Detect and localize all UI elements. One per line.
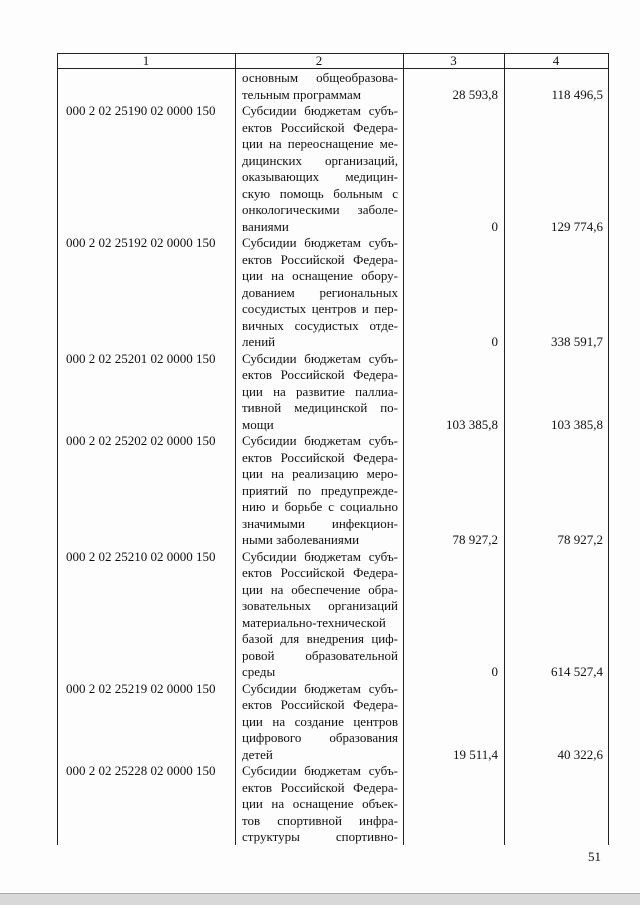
table-border-left <box>57 53 58 845</box>
description-line: тов спортивной инфра- <box>242 812 398 828</box>
description-line: Субсидии бюджетам субъ- <box>242 680 398 696</box>
description-line: ектов Российской Федера- <box>242 119 398 135</box>
description-line: ваниями <box>242 218 289 234</box>
row-value-col4: 129 774,6 <box>551 218 603 234</box>
description-line: Субсидии бюджетам субъ- <box>242 763 398 778</box>
row-value-col3: 19 511,4 <box>452 746 498 762</box>
description-line: онкологическими заболе- <box>242 202 398 217</box>
continuation-value-col4: 118 496,5 <box>551 86 603 102</box>
description-line: детей <box>242 746 273 762</box>
description-line: приятий по предупрежде- <box>242 482 398 498</box>
description-line: значимыми инфекцион- <box>242 515 398 531</box>
description-line: дицинских организаций, <box>242 152 398 168</box>
description-line: оказывающих медицин- <box>242 169 398 184</box>
description-line: структуры спортивно- <box>242 829 398 844</box>
row-description <box>242 235 398 351</box>
description-line: зовательных организаций <box>242 598 398 613</box>
row-code: 000 2 02 25202 02 0000 150 <box>66 433 216 448</box>
description-line: ции на развитие паллиа- <box>242 383 398 399</box>
description-line: ектов Российской Федера- <box>242 565 398 580</box>
row-value-col3: 0 <box>491 334 498 349</box>
scan-top-edge <box>0 0 640 14</box>
description-line: ции на обеспечение обра- <box>242 581 398 597</box>
description-line: ции на переоснащение ме- <box>242 136 398 151</box>
row-description <box>242 433 398 549</box>
column-header-4: 4 <box>552 53 560 68</box>
description-line: Субсидии бюджетам субъ- <box>242 433 398 448</box>
row-value-col4: 78 927,2 <box>557 532 603 547</box>
column-header-1: 1 <box>142 53 150 68</box>
description-line: тивной медицинской по- <box>242 400 398 415</box>
description-line: дованием региональных <box>242 284 398 300</box>
description-line: ции на реализацию меро- <box>242 466 398 481</box>
description-line: ектов Российской Федера- <box>242 367 398 382</box>
table-column-divider <box>403 53 404 845</box>
description-line: нию и борьбе с социально <box>242 499 398 514</box>
description-line: ектов Российской Федера- <box>242 449 398 465</box>
continuation-description <box>242 70 398 103</box>
description-line: Субсидии бюджетам субъ- <box>242 548 398 564</box>
description-line: вичных сосудистых отде- <box>242 317 398 333</box>
description-line: материально-технической <box>242 614 386 630</box>
row-code: 000 2 02 25190 02 0000 150 <box>66 103 216 118</box>
row-description <box>242 763 398 846</box>
row-value-col3: 0 <box>491 218 498 234</box>
row-code: 000 2 02 25219 02 0000 150 <box>66 680 216 696</box>
row-value-col3: 78 927,2 <box>452 532 498 547</box>
description-line: ными заболеваниями <box>242 532 360 547</box>
page-number: 51 <box>588 849 601 864</box>
row-description <box>242 681 398 764</box>
row-value-col3: 103 385,8 <box>446 416 498 432</box>
continuation-value-col3: 28 593,8 <box>452 86 498 102</box>
scan-bottom-edge <box>0 893 640 905</box>
description-line: базой для внедрения циф- <box>242 631 398 646</box>
table-column-divider <box>235 53 236 845</box>
row-description <box>242 103 398 235</box>
description-line: Субсидии бюджетам субъ- <box>242 103 398 118</box>
row-description <box>242 351 398 434</box>
table-header-divider <box>57 68 609 69</box>
row-value-col4: 40 322,6 <box>557 746 603 762</box>
description-line: ции на оснащение объек- <box>242 796 398 811</box>
row-code: 000 2 02 25192 02 0000 150 <box>66 235 216 250</box>
description-line: Субсидии бюджетам субъ- <box>242 350 398 366</box>
row-code: 000 2 02 25210 02 0000 150 <box>66 548 216 564</box>
row-value-col3: 0 <box>491 664 498 679</box>
row-code: 000 2 02 25228 02 0000 150 <box>66 763 216 778</box>
description-line: ции на создание центров <box>242 713 398 729</box>
description-line: сосудистых центров и пер- <box>242 301 398 316</box>
column-header-2: 2 <box>315 53 323 68</box>
description-line: ектов Российской Федера- <box>242 779 398 795</box>
description-line: скую помощь больным с <box>242 185 398 201</box>
description-line: лений <box>242 334 276 349</box>
description-line: цифрового образования <box>242 730 398 745</box>
description-line: ровой образовательной <box>242 647 398 663</box>
row-code: 000 2 02 25201 02 0000 150 <box>66 350 216 366</box>
row-value-col4: 103 385,8 <box>551 416 603 432</box>
description-line: ектов Российской Федера- <box>242 251 398 267</box>
description-line: Субсидии бюджетам субъ- <box>242 235 398 250</box>
row-value-col4: 338 591,7 <box>551 334 603 349</box>
description-line: тельным программам <box>242 86 361 102</box>
description-line: среды <box>242 664 276 679</box>
row-description <box>242 549 398 681</box>
column-header-3: 3 <box>450 53 457 68</box>
description-line: основным общеобразова- <box>242 70 398 85</box>
row-value-col4: 614 527,4 <box>551 664 603 679</box>
description-line: ектов Российской Федера- <box>242 697 398 712</box>
table-border-right <box>608 53 609 845</box>
table-column-divider <box>504 53 505 845</box>
description-line: мощи <box>242 416 274 432</box>
description-line: ции на оснащение обору- <box>242 268 398 283</box>
